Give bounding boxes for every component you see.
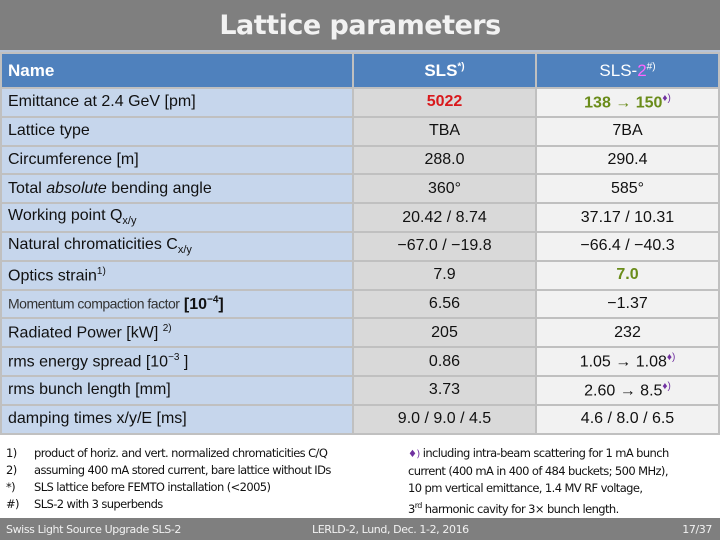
footnote [6,479,331,496]
sls-value: 5022 [353,88,536,117]
sls2-value: 7BA [536,117,719,146]
sls-value: 7.9 [353,261,536,290]
table-row [1,174,719,203]
row-label [1,203,353,232]
sls-value: 205 [353,318,536,347]
table-row [1,232,719,261]
label-sub: x/y [122,215,137,228]
footer-left: Swiss Light Source Upgrade SLS-2 [6,523,182,536]
label-part: Working point Q [8,207,123,225]
table-row [1,117,719,146]
footnotes-left [6,445,331,513]
footnote-line [408,497,669,518]
sls2-value-text: 1.05 → 1.08 [579,353,667,371]
label-unit: [10 [183,295,207,313]
diamond-note-marker: ♦) [662,380,671,392]
footnote-key: 2) [6,463,17,477]
page-number: 17/37 [682,523,712,536]
sls-value: 6.56 [353,290,536,319]
label-part: bending angle [106,179,212,197]
diamond-note-marker: ♦) [666,351,676,363]
row-label: Circumference [m] [1,146,353,175]
lattice-parameters-table [0,52,720,435]
sls2-value: 232 [536,318,719,347]
header-sls [353,53,536,88]
sls-value: −67.0 / −19.8 [353,232,536,261]
footer-center: LERLD-2, Lund, Dec. 1-2, 2016 [312,523,469,536]
sls-value: 9.0 / 9.0 / 4.5 [353,405,536,434]
header-sls-sup: *) [457,60,465,72]
header-sls2-sup: #) [646,60,656,72]
header-sls2 [536,53,719,88]
label-part: Momentum compaction factor [8,295,180,312]
footnote-sup: rd [414,501,422,510]
label-sup: 2) [162,323,172,335]
diamond-note-marker: ♦) [408,449,420,460]
label-part: Total [8,179,47,197]
footnote-text: product of horiz. and vert. normalized chromaticities C/Q [34,446,328,460]
table-row [1,290,719,319]
footnote-text: harmonic cavity for 3× bunch length. [421,501,619,516]
footnote-text: SLS-2 with 3 superbends [34,497,163,511]
table-row [1,88,719,117]
footnote-line: 10 pm vertical emittance, 1.4 MV RF voltage, [408,481,643,495]
table-row [1,405,719,434]
footnote [6,496,331,513]
row-label: Lattice type [1,117,353,146]
label-part: Radiated Power [kW] [8,324,163,342]
sls-value: TBA [353,117,536,146]
label-emphasis: absolute [46,179,107,197]
sls2-value [536,347,719,376]
sls-value: 0.86 [353,347,536,376]
row-label: damping times x/y/E [ms] [1,405,353,434]
sls2-value: 585° [536,174,719,203]
table-row [1,347,719,376]
label-part: ] [179,353,189,371]
label-sup: 1) [96,265,106,277]
sls2-value-text: 2.60 → 8.5 [584,382,663,400]
footnote [6,445,331,462]
row-label [1,232,353,261]
label-unit-end: ] [218,295,224,313]
footnote [6,462,331,479]
header-sls2-prefix: SLS- [599,60,638,80]
sls-value: 3.73 [353,376,536,405]
label-part: Optics strain [8,266,97,284]
row-label: rms bunch length [mm] [1,376,353,405]
row-label [1,318,353,347]
row-label [1,261,353,290]
footnote-key: #) [6,497,19,511]
sls-value: 360° [353,174,536,203]
sls2-value [536,376,719,405]
sls-value: 20.42 / 8.74 [353,203,536,232]
table-row [1,318,719,347]
diamond-note-marker: ♦) [662,92,671,104]
label-exp: −4 [206,294,219,306]
row-label: Emittance at 2.4 GeV [pm] [1,88,353,117]
footnote-line: current (400 mA in 400 of 484 buckets; 500 MHz), [408,464,668,478]
sls2-value: 7.0 [536,261,719,290]
slide-title: Lattice parameters [219,10,501,41]
footnote-text: SLS lattice before FEMTO installation (<2005) [34,480,271,494]
sls2-value [536,88,719,117]
row-label [1,290,353,319]
footnote-right [408,445,669,518]
footnote-key: *) [6,480,16,494]
sls2-value: 290.4 [536,146,719,175]
table-row [1,203,719,232]
label-part: Natural chromaticities C [8,236,178,254]
footnote-text: 3 [408,501,415,516]
sls2-value: 4.6 / 8.0 / 6.5 [536,405,719,434]
sls2-value: 37.17 / 10.31 [536,203,719,232]
footnote-key: 1) [6,446,17,460]
title-bar [0,0,720,52]
table-row [1,261,719,290]
row-label [1,347,353,376]
label-sub: x/y [177,244,192,257]
footnote-text: including intra-beam scattering for 1 mA bunch [422,446,669,460]
header-name: Name [1,53,353,88]
footer-bar [0,518,720,540]
footnote-text: assuming 400 mA stored current, bare lattice without IDs [34,463,331,477]
footnote-line [408,445,669,463]
sls2-value: −66.4 / −40.3 [536,232,719,261]
sls2-value-text: 138 → 150 [584,94,663,112]
header-sls2-num: 2 [637,60,647,80]
label-part: rms energy spread [10 [8,353,169,371]
row-label [1,174,353,203]
header-sls-label: SLS [424,60,458,80]
label-exp: −3 [168,351,180,363]
table-header-row [1,53,719,88]
sls2-value: −1.37 [536,290,719,319]
table-row [1,146,719,175]
sls-value: 288.0 [353,146,536,175]
table-row [1,376,719,405]
